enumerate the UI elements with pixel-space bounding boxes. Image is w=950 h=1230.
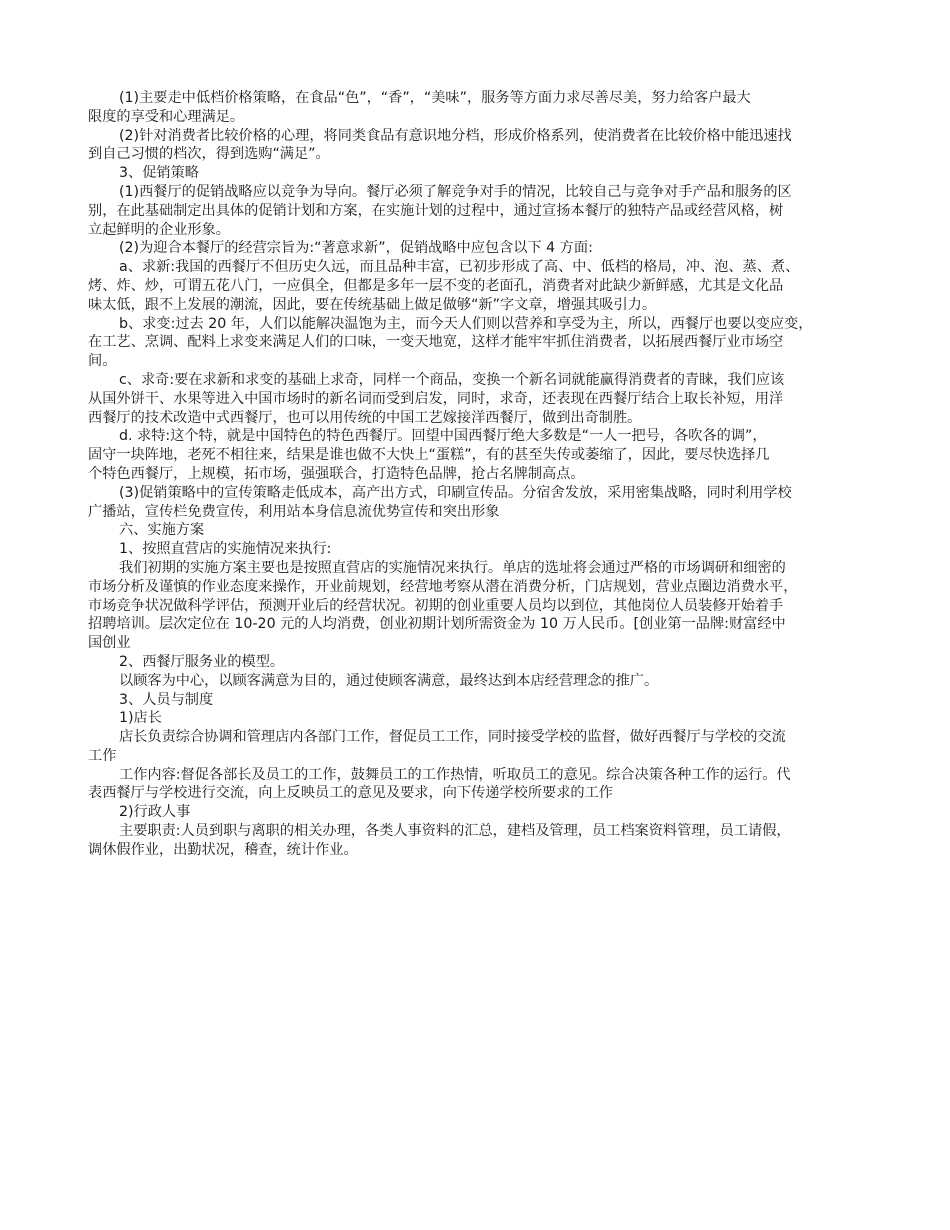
text-line: 招聘培训。层次定位在 10-20 元的人均消费，创业初期计划所需资金为 10 万人民币。[创业第一品牌:财富经中	[88, 616, 786, 633]
paragraph	[88, 728, 872, 766]
text-line: 调休假作业，出勤状况，稽查，统计作业。	[88, 841, 358, 858]
text-line: 主要职责:人员到职与离职的相关办理，各类人事资料的汇总，建档及管理，员工档案资料管理，员工请假，	[119, 823, 791, 840]
paragraph	[88, 521, 872, 540]
paragraph	[88, 258, 872, 314]
text-line: 2)行政人事	[119, 804, 191, 821]
paragraph	[88, 484, 872, 522]
paragraph	[88, 803, 872, 822]
text-line: 固守一块阵地，老死不相往来，结果是谁也做不大快上“蛋糕”，有的甚至失传或萎缩了，因此，要尽快选择几	[88, 447, 770, 464]
text-line: 表西餐厅与学校进行交流，向上反映员工的意见及要求，向下传递学校所要求的工作	[88, 785, 613, 802]
paragraph	[88, 164, 872, 183]
text-line: 到自己习惯的档次，得到选购“满足”。	[88, 146, 330, 163]
text-line: (1)西餐厅的促销战略应以竞争为导向。餐厅必须了解竞争对手的情况，比较自己与竞争对手产品和服务的区	[119, 183, 792, 200]
paragraph	[88, 540, 872, 559]
text-line: 个特色西餐厅，上规模，拓市场，强强联合，打造特色品牌，抢占名牌制高点。	[88, 465, 585, 482]
paragraph	[88, 766, 872, 804]
text-line: a、求新:我国的西餐厅不但历史久远，而且品种丰富，已初步形成了高、中、低档的格局，冲、泡、蒸、煮、	[119, 259, 800, 276]
paragraph	[88, 691, 872, 710]
paragraph	[88, 239, 872, 258]
text-line: 1)店长	[119, 710, 162, 727]
paragraph	[88, 709, 872, 728]
text-line: 别，在此基础制定出具体的促销计划和方案，在实施计划的过程中，通过宣扬本餐厅的独特产品或经营风格，树	[88, 202, 784, 219]
text-line: (2)针对消费者比较价格的心理，将同类食品有意识地分档，形成价格系列，使消费者在比较价格中能迅速找	[119, 127, 792, 144]
text-line: 六、实施方案	[119, 522, 205, 539]
text-line: 以顾客为中心，以顾客满意为目的，通过使顾客满意，最终达到本店经营理念的推广。	[119, 672, 659, 689]
paragraph	[88, 822, 872, 860]
text-line: 间。	[88, 353, 117, 370]
text-line: b、求变:过去 20 年，人们以能解决温饱为主，而今天人们则以营养和享受为主，所以，西餐厅也要以变应变，	[119, 315, 813, 332]
text-line: 2、西餐厅服务业的模型。	[119, 653, 285, 670]
paragraph	[88, 127, 872, 165]
text-line: 国创业	[88, 635, 131, 652]
text-line: 店长负责综合协调和管理店内各部门工作，督促员工工作，同时接受学校的监督，做好西餐厅与学校的交流	[119, 729, 786, 746]
text-line: 从国外饼干、水果等进入中国市场时的新名词而受到启发，同时，求奇，还表现在西餐厅结合上取长补短，用洋	[88, 390, 784, 407]
paragraph	[88, 672, 872, 691]
text-line: 我们初期的实施方案主要也是按照直营店的实施情况来执行。单店的选址将会通过严格的市场调研和细密的	[119, 559, 786, 576]
text-line: d. 求特:这个特，就是中国特色的特色西餐厅。回望中国西餐厅绝大多数是“一人一把号，各吹各的调”，	[119, 428, 767, 445]
paragraph	[88, 183, 872, 239]
text-line: 3、人员与制度	[119, 691, 214, 708]
paragraph	[88, 89, 872, 127]
text-line: (1)主要走中低档价格策略，在食品“色”，“香”，“美味”，服务等方面力求尽善尽美，努力给客户最大	[119, 90, 751, 106]
text-line: 市场竞争状况做科学评估，预测开业后的经营状况。初期的创业重要人员均以到位，其他岗位人员装修开始着手	[88, 597, 784, 614]
text-line: 西餐厅的技术改造中式西餐厅，也可以用传统的中国工艺嫁接洋西餐厅，做到出奇制胜。	[88, 409, 642, 426]
text-line: 味太低，跟不上发展的潮流，因此，要在传统基础上做足做够“新”字文章，增强其吸引力。	[88, 296, 657, 313]
paragraph	[88, 653, 872, 672]
text-line: 限度的享受和心理满足。	[88, 108, 245, 125]
text-line: (3)促销策略中的宣传策略走低成本，高产出方式，印刷宣传品。分宿舍发放，采用密集战略，同时利用学校	[119, 484, 792, 501]
text-line: (2)为迎合本餐厅的经营宗旨为:“著意求新”，促销战略中应包含以下 4 方面:	[119, 240, 593, 257]
text-line: 工作内容:督促各部长及员工的工作，鼓舞员工的工作热情，听取员工的意见。综合决策各种工作的运行。代	[119, 766, 791, 783]
text-line: 1、按照直营店的实施情况来执行:	[119, 541, 332, 558]
text-line: 立起鲜明的企业形象。	[88, 221, 230, 238]
text-line: 3、促销策略	[119, 165, 199, 182]
paragraph	[88, 427, 872, 483]
document-body	[88, 89, 872, 860]
text-line: 广播站，宣传栏免费宣传，利用站本身信息流优势宣传和突出形象	[88, 503, 500, 520]
text-line: c、求奇:要在求新和求变的基础上求奇，同样一个商品，变换一个新名词就能赢得消费者的青睐，我们应该	[119, 371, 785, 388]
text-line: 在工艺、烹调、配料上求变来满足人们的口味，一变天地宽，这样才能牢牢抓住消费者，以拓展西餐厅业市场空	[88, 334, 784, 351]
paragraph	[88, 315, 872, 371]
paragraph	[88, 371, 872, 427]
text-line: 烤、炸、炒，可谓五花八门，一应俱全，但都是多年一层不变的老面孔，消费者对此缺少新鲜感，尤其是文化品	[88, 277, 784, 294]
paragraph	[88, 559, 872, 653]
text-line: 工作	[88, 747, 117, 764]
text-line: 市场分析及谨慎的作业态度来操作，开业前规划，经营地考察从潜在消费分析，门店规划，营业点圈边消费水平，	[88, 578, 798, 595]
